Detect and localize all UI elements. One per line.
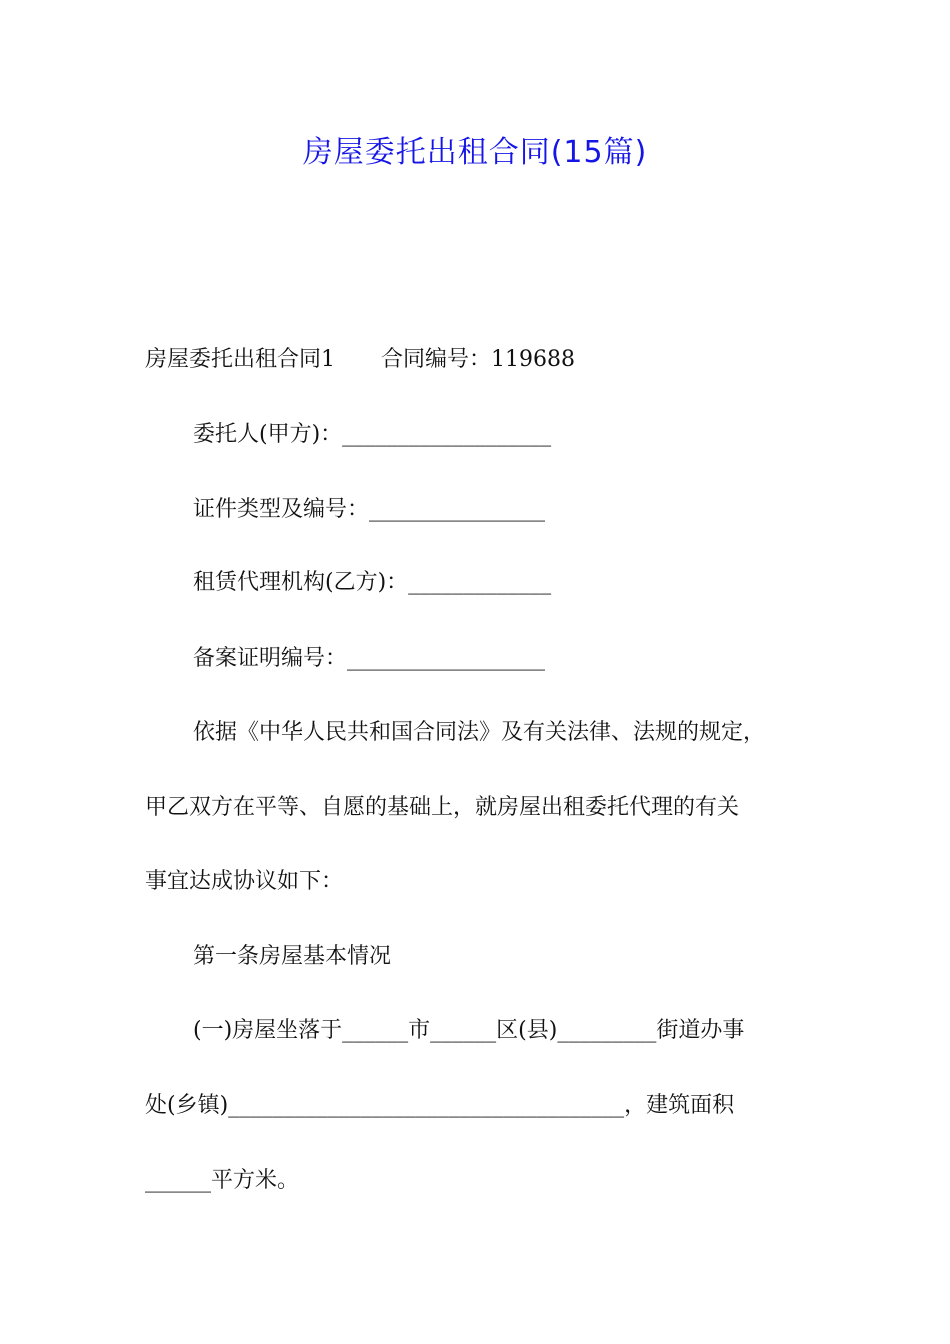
- id-type-line: 证件类型及编号：________________: [193, 497, 546, 522]
- article-1-line-1: (一)房屋坐落于______市______区(县)_________街道办事: [193, 1018, 745, 1043]
- preamble-line-2: 甲乙双方在平等、自愿的基础上，就房屋出租委托代理的有关: [145, 795, 740, 820]
- document-title: 房屋委托出租合同(15篇): [302, 135, 648, 170]
- article-1-line-2: 处(乡镇)____________________________________，建筑面积: [145, 1093, 735, 1118]
- section-heading: 房屋委托出租合同1: [145, 347, 335, 372]
- agency-line: 租赁代理机构(乙方)：_____________: [193, 570, 552, 595]
- filing-number-line: 备案证明编号：__________________: [193, 646, 546, 671]
- preamble-line-3: 事宜达成协议如下：: [145, 869, 344, 894]
- article-1-line-3: ______平方米。: [145, 1168, 300, 1193]
- principal-line: 委托人(甲方)：___________________: [193, 422, 552, 447]
- contract-number: 合同编号：119688: [381, 347, 575, 372]
- article-1-heading: 第一条房屋基本情况: [193, 944, 392, 969]
- contract-header-line: [145, 345, 575, 375]
- preamble-line-1: 依据《中华人民共和国合同法》及有关法律、法规的规定，: [193, 720, 766, 745]
